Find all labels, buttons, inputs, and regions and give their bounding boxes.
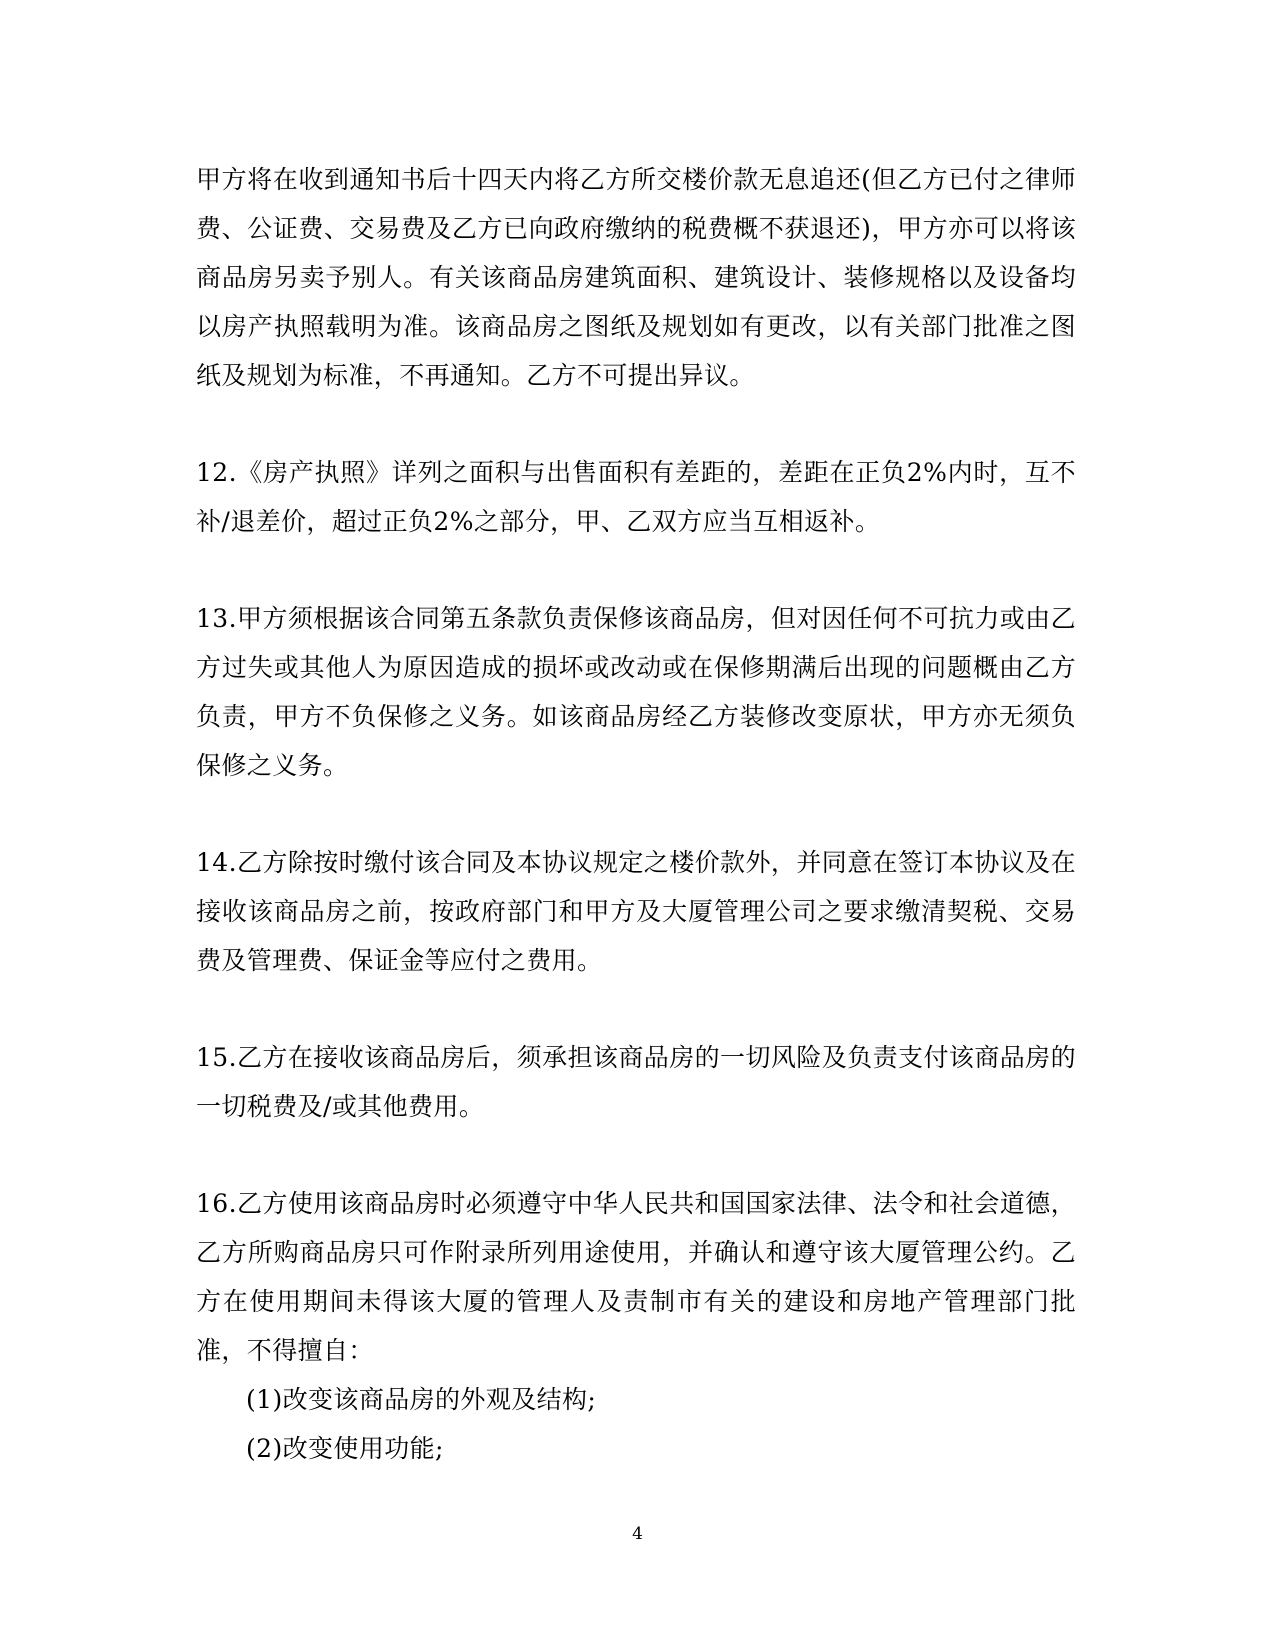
sub-item-change-function: (2)改变使用功能; [246, 1434, 444, 1463]
document-body [196, 155, 1076, 1473]
paragraph-clause-12: 12.《房产执照》详列之面积与出售面积有差距的，差距在正负2%内时，互不补/退差价，超过正负2%之部分，甲、乙双方应当互相返补。 [196, 458, 1076, 536]
paragraph-refund-terms: 甲方将在收到通知书后十四天内将乙方所交楼价款无息追还(但乙方已付之律师费、公证费、交易费及乙方已向政府缴纳的税费概不获退还)，甲方亦可以将该商品房另卖予别人。有关该商品房建筑面积、建筑设计、装修规格以及设备均以房产执照载明为准。该商品房之图纸及规划如有更改，以有关部门批准之图纸及规划为标准，不再通知。乙方不可提出异议。 [196, 165, 1076, 390]
page-number: 4 [632, 1524, 643, 1544]
paragraph-clause-13: 13.甲方须根据该合同第五条款负责保修该商品房，但对因任何不可抗力或由乙方过失或其他人为原因造成的损坏或改动或在保修期满后出现的问题概由乙方负责，甲方不负保修之义务。如该商品房经乙方装修改变原状，甲方亦无须负保修之义务。 [196, 604, 1076, 780]
paragraph-clause-14: 14.乙方除按时缴付该合同及本协议规定之楼价款外，并同意在签订本协议及在接收该商品房之前，按政府部门和甲方及大厦管理公司之要求缴清契税、交易费及管理费、保证金等应付之费用。 [196, 848, 1076, 975]
paragraph-clause-16: 16.乙方使用该商品房时必须遵守中华人民共和国国家法律、法令和社会道德，乙方所购商品房只可作附录所列用途使用，并确认和遵守该大厦管理公约。乙方在使用期间未得该大厦的管理人及责制市有关的建设和房地产管理部门批准，不得擅自： [196, 1189, 1076, 1365]
paragraph-clause-15: 15.乙方在接收该商品房后，须承担该商品房的一切风险及负责支付该商品房的一切税费及/或其他费用。 [196, 1043, 1076, 1121]
sub-item-change-exterior: (1)改变该商品房的外观及结构; [246, 1385, 597, 1414]
clause-16-sub-list [196, 1375, 1076, 1473]
